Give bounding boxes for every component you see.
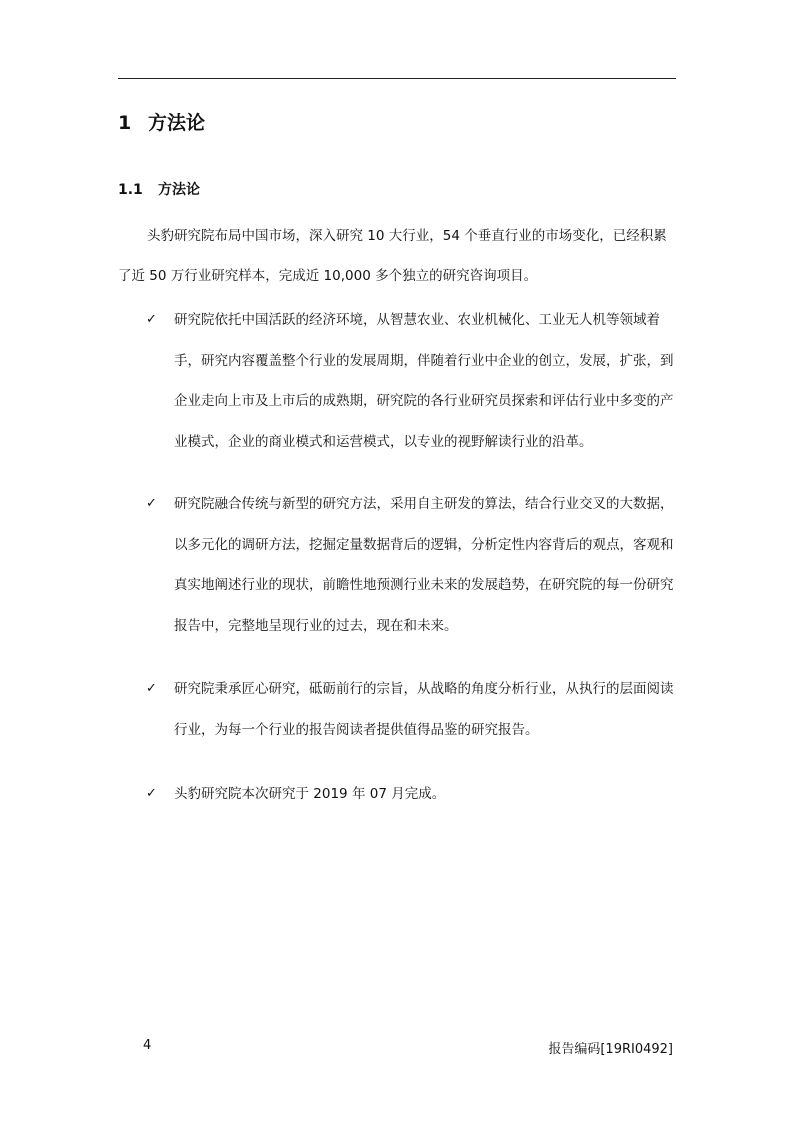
- bullet-item: [146, 675, 678, 750]
- chapter-title: 方法论: [148, 112, 206, 134]
- chapter-number: 1: [118, 112, 132, 134]
- intro-paragraph: 头豹研究院布局中国市场，深入研究 10 大行业，54 个垂直行业的市场变化，已经积累了近 50 万行业研究样本，完成近 10,000 多个独立的研究咨询项目。: [118, 228, 667, 284]
- page-number: 4: [143, 1038, 152, 1053]
- section-heading: [118, 179, 200, 199]
- section-title: 方法论: [158, 182, 200, 198]
- chapter-heading: [118, 108, 205, 135]
- report-code: 报告编码[19RI0492]: [548, 1042, 673, 1057]
- bullet-text: 研究院依托中国活跃的经济环境，从智慧农业、农业机械化、工业无人机等领域着手，研究内容覆盖整个行业的发展周期，伴随着行业中企业的创立，发展，扩张，到企业走向上市及上市后的成熟期，研究院的各行业研究员探索和评估行业中多变的产业模式，企业的商业模式和运营模式，以专业的视野解读行业的沿革。: [174, 312, 674, 450]
- bullet-item: [146, 780, 678, 815]
- check-icon: ✓: [146, 681, 157, 696]
- bullet-item: [146, 306, 678, 462]
- header-rule: [118, 78, 676, 79]
- bullet-text: 头豹研究院本次研究于 2019 年 07 月完成。: [174, 786, 446, 802]
- section-number: 1.1: [118, 182, 143, 198]
- check-icon: ✓: [146, 312, 157, 327]
- bullet-item: [146, 490, 678, 646]
- bullet-text: 研究院融合传统与新型的研究方法，采用自主研发的算法，结合行业交叉的大数据，以多元化的调研方法，挖掘定量数据背后的逻辑，分析定性内容背后的观点，客观和真实地阐述行业的现状，前瞻性地预测行业未来的发展趋势，在研究院的每一份研究报告中，完整地呈现行业的过去，现在和未来。: [174, 496, 674, 634]
- check-icon: ✓: [146, 786, 157, 801]
- bullet-text: 研究院秉承匠心研究，砥砺前行的宗旨，从战略的角度分析行业，从执行的层面阅读行业，为每一个行业的报告阅读者提供值得品鉴的研究报告。: [174, 681, 674, 738]
- check-icon: ✓: [146, 496, 157, 511]
